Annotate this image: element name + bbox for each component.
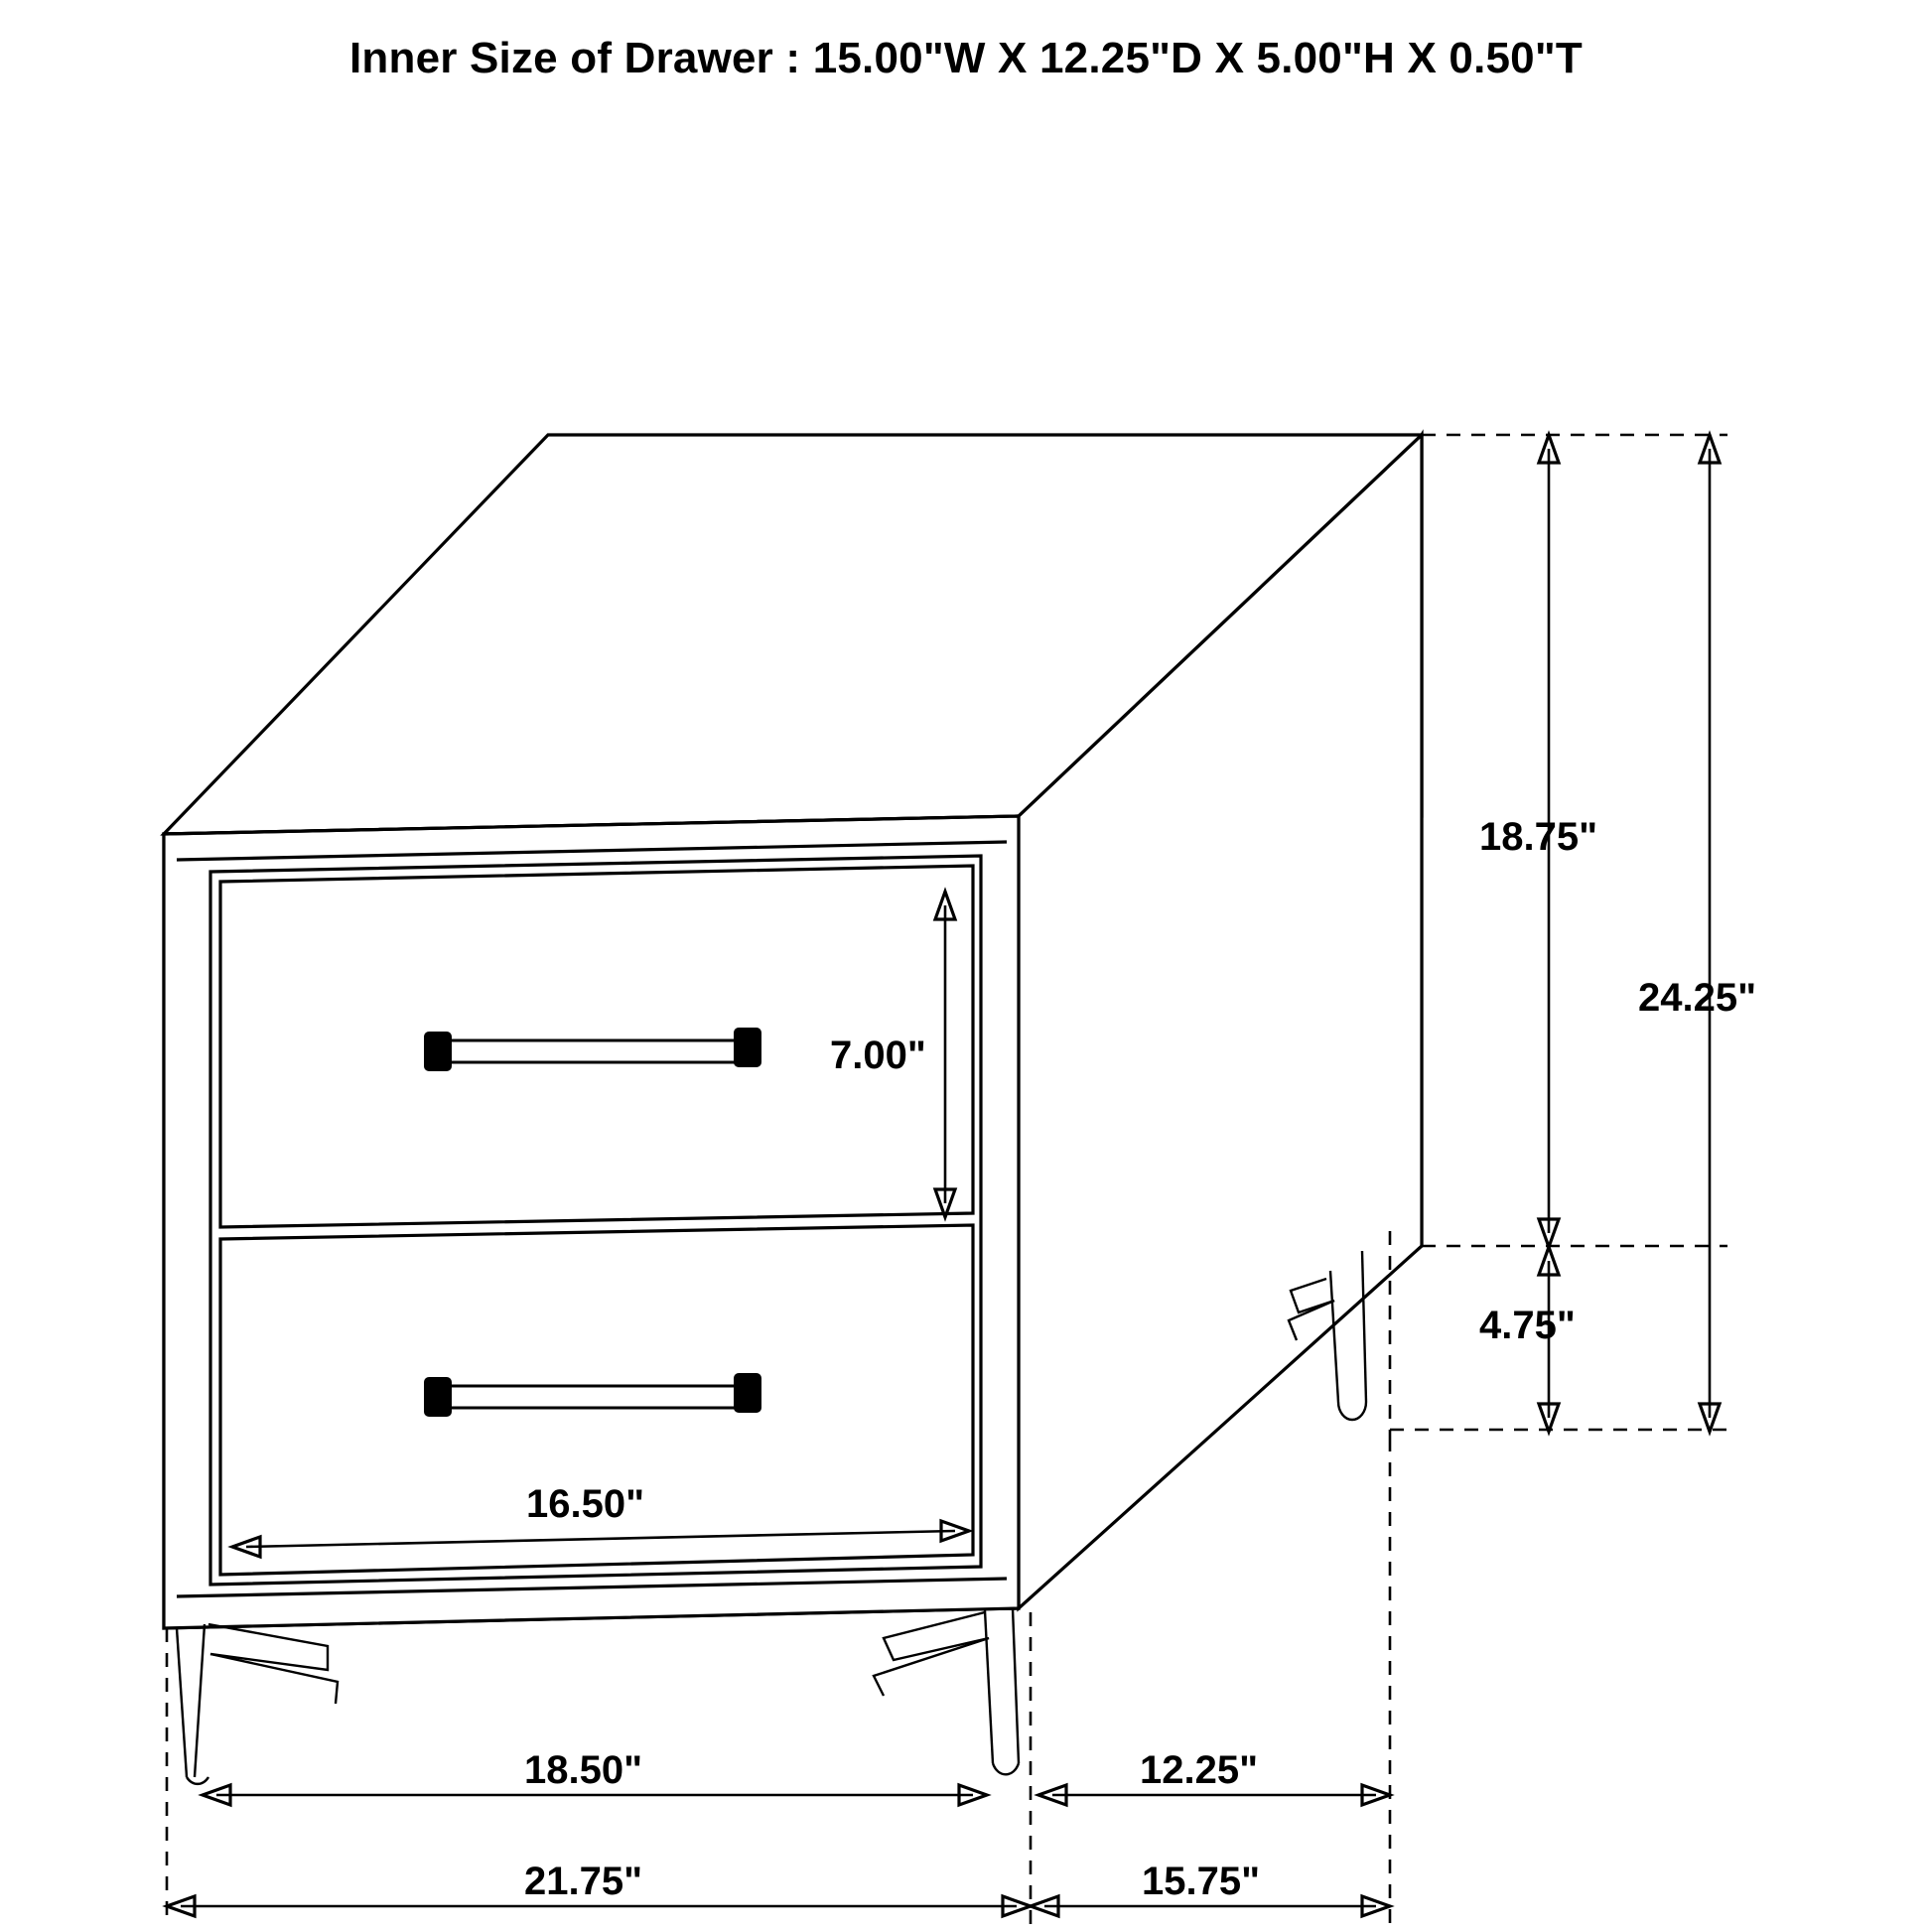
dim-label-leg-height: 4.75" bbox=[1479, 1304, 1576, 1347]
leg-front-left-foot bbox=[187, 1777, 208, 1784]
dim-label-overall-width: 21.75" bbox=[524, 1860, 643, 1903]
extension-lines-right bbox=[1390, 435, 1727, 1438]
handle-cap-right-top bbox=[735, 1029, 760, 1066]
leg-front-right-brace bbox=[884, 1612, 989, 1660]
leg-front-left-outer bbox=[195, 1624, 205, 1777]
page-title: Inner Size of Drawer : 15.00"W X 12.25"D X 5.00"H X 0.50"T bbox=[349, 34, 1583, 82]
dimension-leg-height bbox=[1479, 1247, 1576, 1432]
dim-label-drawer-face-height: 7.00" bbox=[830, 1034, 926, 1077]
dimension-overall-height bbox=[1638, 435, 1756, 1432]
handle-cap-right-bottom bbox=[735, 1374, 760, 1412]
dim-label-drawer-face-width: 16.50" bbox=[526, 1482, 645, 1526]
leg-front-left-inner bbox=[177, 1628, 187, 1777]
dimension-cabinet-height bbox=[1479, 435, 1597, 1247]
handle-bar-top bbox=[437, 1040, 747, 1062]
dimension-overall-depth bbox=[1031, 1860, 1390, 1916]
dimension-side-depth bbox=[1038, 1748, 1390, 1805]
leg-front-right-inner bbox=[985, 1610, 993, 1763]
leg-front-right-brace2 bbox=[874, 1638, 989, 1696]
dim-label-cabinet-height: 18.75" bbox=[1479, 815, 1598, 859]
dim-label-overall-depth: 15.75" bbox=[1142, 1860, 1261, 1903]
dim-label-front-width: 18.50" bbox=[524, 1748, 643, 1792]
handle-cap-left-bottom bbox=[425, 1378, 451, 1416]
dimension-front-width bbox=[203, 1748, 987, 1805]
dim-label-overall-height: 24.25" bbox=[1638, 976, 1757, 1020]
handle-bar-bottom bbox=[437, 1386, 747, 1408]
handle-cap-left-top bbox=[425, 1033, 451, 1070]
leg-front-left-brace bbox=[208, 1624, 328, 1670]
leg-rear-right-foot bbox=[1338, 1402, 1366, 1420]
leg-front-right-outer bbox=[1013, 1608, 1019, 1763]
dim-label-side-depth: 12.25" bbox=[1140, 1748, 1259, 1792]
leg-front-right-foot bbox=[993, 1763, 1019, 1774]
dimension-overall-width bbox=[167, 1860, 1031, 1916]
